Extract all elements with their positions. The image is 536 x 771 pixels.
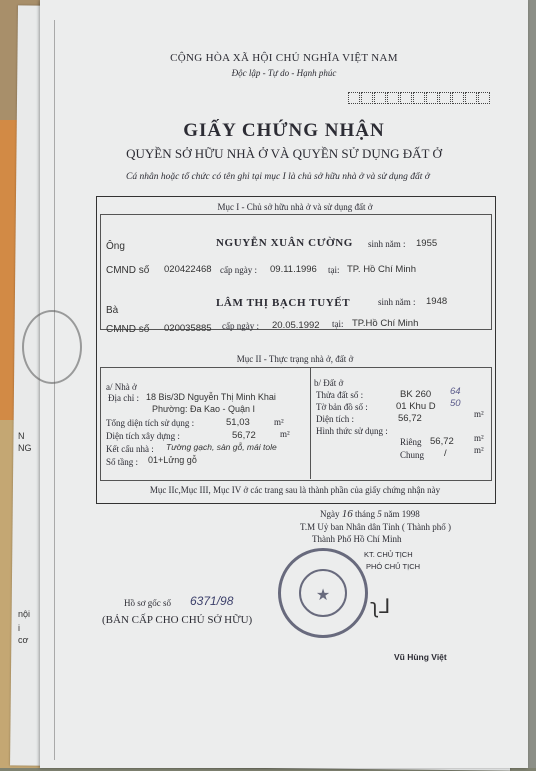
- serial-number-boxes: [348, 92, 491, 104]
- land-heading: b/ Đất ở: [314, 378, 344, 388]
- owner2-issue-label: cấp ngày :: [222, 321, 259, 331]
- private-value: 56,72: [430, 436, 454, 447]
- date-month: 5: [377, 509, 382, 519]
- authority-line2: Thành Phố Hồ Chí Minh: [312, 534, 402, 544]
- map-note: 50: [450, 398, 461, 409]
- parcel-label: Thửa đất số :: [316, 390, 364, 400]
- floor-area-unit: m²: [274, 417, 284, 427]
- owner1-issue-label: cấp ngày :: [220, 265, 257, 275]
- authority-line1: T.M Uỷ ban Nhân dân Tỉnh ( Thành phố ): [300, 522, 451, 532]
- map-label: Tờ bản đồ số :: [316, 402, 368, 412]
- shared-label: Chung: [400, 450, 425, 460]
- shared-value: /: [444, 448, 447, 459]
- private-label: Riêng: [400, 437, 422, 447]
- owner1-place: TP. Hồ Chí Minh: [347, 264, 416, 275]
- record-label: Hồ sơ gốc số: [124, 598, 172, 608]
- signer-title2: PHÓ CHỦ TỊCH: [366, 562, 421, 571]
- owner1-name: NGUYỄN XUÂN CƯỜNG: [216, 237, 353, 249]
- underlying-text-2: NG: [18, 443, 32, 453]
- header-republic: CỘNG HÒA XÃ HỘI CHỦ NGHĨA VIỆT NAM: [170, 52, 398, 64]
- owner1-birth-label: sinh năm :: [368, 239, 406, 249]
- structure-label: Kết cấu nhà :: [106, 444, 154, 454]
- floor-area-value: 51,03: [226, 417, 250, 428]
- house-address-label: Địa chỉ :: [108, 393, 139, 403]
- map-value: 01 Khu D: [396, 401, 436, 412]
- underlying-text-4: i cơ: [18, 623, 29, 645]
- house-address: 18 Bis/3D Nguyễn Thị Minh Khai: [146, 392, 276, 402]
- document-subtitle: QUYỀN SỞ HỮU NHÀ Ở VÀ QUYỀN SỬ DỤNG ĐẤT Ở: [126, 146, 442, 161]
- record-number: 6371/98: [190, 594, 234, 608]
- parcel-note: 64: [450, 386, 461, 397]
- section2-divider: [310, 368, 311, 479]
- floor-area-label: Tổng diện tích sử dụng :: [106, 418, 195, 428]
- date-year: 1998: [401, 509, 420, 519]
- built-area-unit: m²: [280, 429, 290, 439]
- structure-value: Tường gạch, sàn gỗ, mái tole: [166, 442, 277, 452]
- date-month-label: tháng: [355, 509, 375, 519]
- section1-heading: Mục I - Chủ sở hữu nhà ở và sử dụng đất ở: [217, 202, 373, 212]
- signer-name: Vũ Hùng Việt: [394, 652, 447, 662]
- owner2-place: TP.Hồ Chí Minh: [352, 318, 419, 329]
- land-area-unit: m²: [474, 409, 484, 419]
- owner1-place-label: tại:: [328, 265, 340, 275]
- date-prefix: Ngày: [320, 509, 340, 519]
- house-ward: Phường: Đa Kao - Quận I: [152, 404, 255, 414]
- underlying-text-3: nội: [18, 609, 31, 619]
- intro-line: Cá nhân hoặc tổ chức có tên ghi tại mục I là chủ sở hữu nhà ở và sử dụng đất ở: [126, 172, 430, 182]
- floors-label: Số tầng :: [106, 457, 139, 467]
- owner2-id-number: 020035885: [164, 323, 212, 334]
- owner1-title: Ông: [106, 241, 125, 252]
- date-year-label: năm: [384, 509, 400, 519]
- owner2-name: LÂM THỊ BẠCH TUYẾT: [216, 297, 351, 309]
- record-copy-note: (BẢN CẤP CHO CHỦ SỞ HỮU): [102, 614, 253, 626]
- owner2-birth-year: 1948: [426, 296, 448, 307]
- use-label: Hình thức sử dụng :: [316, 426, 388, 436]
- house-heading: a/ Nhà ở: [106, 382, 137, 392]
- owner1-issue-date: 09.11.1996: [270, 264, 317, 275]
- document-title: GIẤY CHỨNG NHẬN: [183, 120, 385, 141]
- owner2-id-label: CMND số: [106, 324, 150, 335]
- owner1-id-label: CMND số: [106, 265, 150, 276]
- footer-note: Mục IIc,Mục III, Mục IV ở các trang sau là thành phần của giấy chứng nhận này: [149, 485, 441, 495]
- header-motto: Độc lập - Tự do - Hạnh phúc: [231, 68, 337, 78]
- left-partial-stamp: [22, 310, 82, 384]
- built-area-value: 56,72: [232, 430, 256, 441]
- land-area-value: 56,72: [398, 413, 422, 424]
- shared-unit: m²: [474, 445, 484, 455]
- issue-date: [320, 508, 420, 520]
- land-area-label: Diện tích :: [316, 414, 354, 424]
- owner1-id-number: 020422468: [164, 264, 212, 275]
- owner1-birth-year: 1955: [416, 238, 438, 249]
- signer-title1: KT. CHỦ TỊCH: [364, 550, 413, 559]
- owner2-place-label: tại:: [332, 319, 344, 329]
- parcel-value: BK 260: [400, 389, 432, 400]
- section2-heading: Mục II - Thực trạng nhà ở, đất ở: [236, 354, 354, 364]
- certificate-sheet: [40, 0, 528, 768]
- star-icon: ★: [315, 587, 331, 604]
- built-area-label: Diện tích xây dựng :: [106, 431, 180, 441]
- seal-inner: [299, 569, 347, 617]
- signature-mark: ʅ⅃: [370, 594, 391, 618]
- owner2-birth-label: sinh năm :: [378, 297, 416, 307]
- date-day: 16: [341, 508, 353, 520]
- underlying-text-1: N: [18, 431, 25, 441]
- floors-value: 01+Lửng gỗ: [148, 455, 197, 465]
- official-seal: [278, 548, 368, 638]
- private-unit: m²: [474, 433, 484, 443]
- owner2-issue-date: 20.05.1992: [272, 320, 320, 331]
- owner2-title: Bà: [106, 305, 119, 316]
